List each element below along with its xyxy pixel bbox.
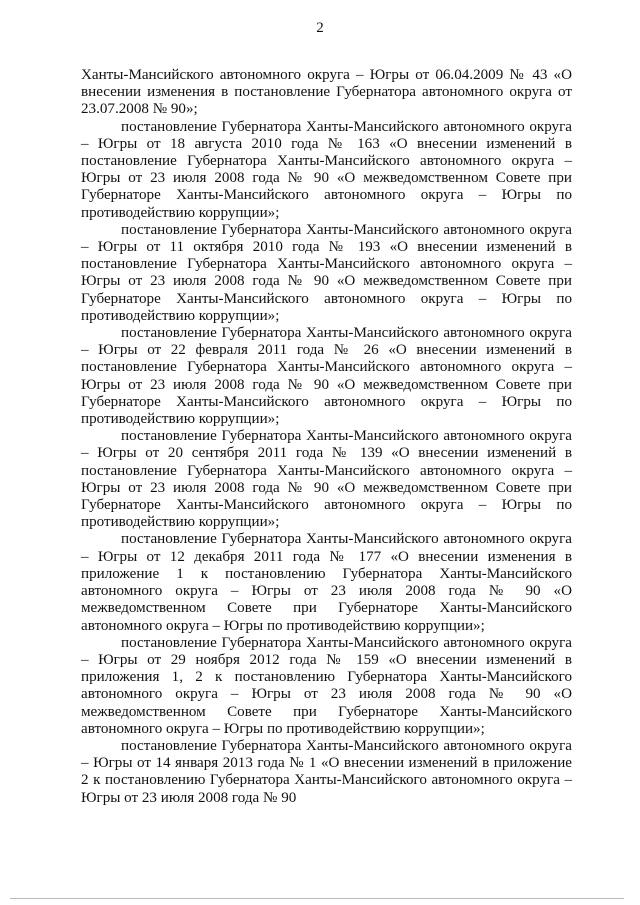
scan-edge-line xyxy=(10,898,624,899)
paragraph: постановление Губернатора Ханты-Мансийского автономного округа – Югры от 14 января 2013 года № 1 «О внесении изменений в приложение 2 к постановлению Губернатора Ханты-Мансийского автономного округа – Югры от 23 июля 2008 года № 90 xyxy=(81,737,572,806)
paragraph: постановление Губернатора Ханты-Мансийского автономного округа – Югры от 12 декабря 2011 года № 177 «О внесении изменения в приложение 1 к постановлению Губернатора Ханты-Мансийского автономного округа – Югры от 23 июля 2008 года № 90 «О межведомственном Совете при Губернаторе Ханты-Мансийского автономного округа – Югры по противодействию коррупции»; xyxy=(81,531,572,634)
paragraph: постановление Губернатора Ханты-Мансийского автономного округа – Югры от 18 августа 2010 года № 163 «О внесении изменений в постановление Губернатора Ханты-Мансийского автономного округа – Югры от 23 июля 2008 года № 90 «О межведомственном Совете при Губернаторе Ханты-Мансийского автономного округа – Югры по противодействию коррупции»; xyxy=(81,118,572,221)
paragraph: постановление Губернатора Ханты-Мансийского автономного округа – Югры от 20 сентября 2011 года № 139 «О внесении изменений в постановление Губернатора Ханты-Мансийского автономного округа – Югры от 23 июля 2008 года № 90 «О межведомственном Совете при Губернаторе Ханты-Мансийского автономного округа – Югры по противодействию коррупции»; xyxy=(81,428,572,531)
paragraph: постановление Губернатора Ханты-Мансийского автономного округа – Югры от 11 октября 2010 года № 193 «О внесении изменений в постановление Губернатора Ханты-Мансийского автономного округа – Югры от 23 июля 2008 года № 90 «О межведомственном Совете при Губернаторе Ханты-Мансийского автономного округа – Югры по противодействию коррупции»; xyxy=(81,221,572,324)
paragraph: постановление Губернатора Ханты-Мансийского автономного округа – Югры от 29 ноября 2012 года № 159 «О внесении изменений в приложения 1, 2 к постановлению Губернатора Ханты-Мансийского автономного округа – Югры от 23 июля 2008 года № 90 «О межведомственном Совете при Губернаторе Ханты-Мансийского автономного округа – Югры по противодействию коррупции»; xyxy=(81,634,572,737)
document-body xyxy=(81,67,572,807)
paragraph: постановление Губернатора Ханты-Мансийского автономного округа – Югры от 22 февраля 2011 года № 26 «О внесении изменений в постановление Губернатора Ханты-Мансийского автономного округа – Югры от 23 июля 2008 года № 90 «О межведомственном Совете при Губернаторе Ханты-Мансийского автономного округа – Югры по противодействию коррупции»; xyxy=(81,325,572,428)
paragraph-continuation: Ханты-Мансийского автономного округа – Югры от 06.04.2009 № 43 «О внесении изменения в постановление Губернатора автономного округа от 23.07.2008 № 90»; xyxy=(81,67,572,118)
page-number: 2 xyxy=(316,20,324,36)
